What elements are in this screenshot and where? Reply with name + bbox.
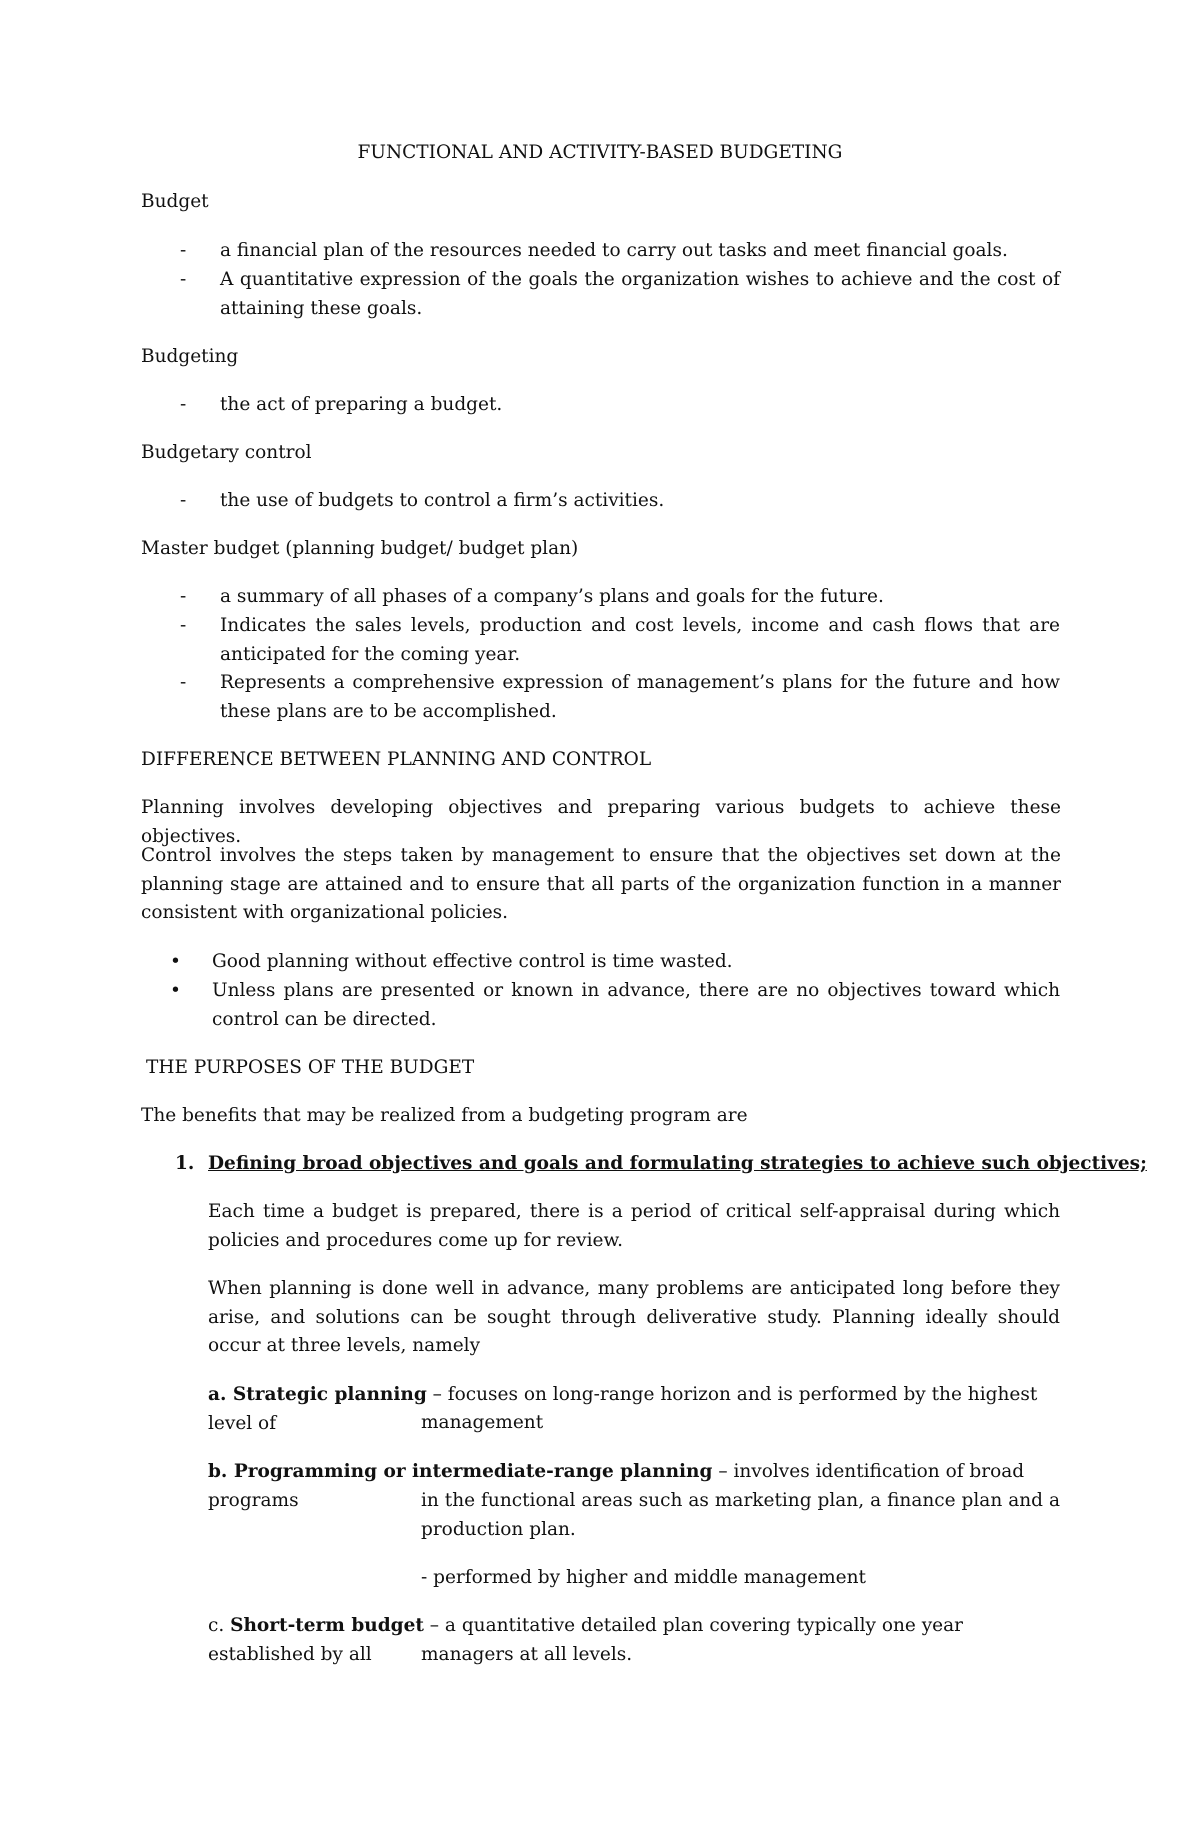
level-a-continuation: management xyxy=(421,1412,544,1433)
item-number: 1. xyxy=(175,1153,195,1174)
heading-budgetary-control: Budgetary control xyxy=(141,442,312,463)
level-b-text: involves identification of broad programs xyxy=(208,1461,1025,1511)
level-b-note: - performed by higher and middle management xyxy=(421,1567,866,1588)
paragraph-planning-levels: When planning is done well in advance, many problems are anticipated long before they arise, and solutions can be sought through deliverative study. Planning ideally should occur at three levels, namely xyxy=(208,1278,1060,1356)
level-c-prefix: c. xyxy=(208,1615,231,1636)
list-item-text: A quantitative expression of the goals the organization wishes to achieve and the cost of attaining these goals. xyxy=(220,269,1060,319)
item-title: Defining broad objectives and goals and formulating strategies to achieve such objectives; xyxy=(208,1153,1147,1174)
document-title: FUNCTIONAL AND ACTIVITY-BASED BUDGETING xyxy=(357,142,843,163)
list-item-text: Represents a comprehensive expression of management’s plans for the future and how these plans are to be accomplished. xyxy=(220,672,1060,722)
dash-marker: - xyxy=(180,394,187,415)
heading-difference: DIFFERENCE BETWEEN PLANNING AND CONTROL xyxy=(141,749,652,770)
level-a-dash: – xyxy=(426,1384,448,1405)
list-item-text: a summary of all phases of a company’s plans and goals for the future. xyxy=(220,586,884,607)
level-c-text: a quantitative detailed plan covering typically one year established by all xyxy=(208,1615,963,1665)
paragraph-control: Control involves the steps taken by management to ensure that the objectives set down at the planning stage are attained and to ensure that all parts of the organization function in a manner consistent with organizational policies. xyxy=(141,845,1061,923)
bullet-marker: • xyxy=(170,951,181,972)
level-b-label: b. Programming or intermediate-range planning xyxy=(208,1461,713,1482)
dash-marker: - xyxy=(180,490,187,511)
list-item-text: a financial plan of the resources needed to carry out tasks and meet financial goals. xyxy=(220,240,1008,261)
level-c-continuation: managers at all levels. xyxy=(421,1644,633,1665)
dash-marker: - xyxy=(180,615,187,636)
level-b-continuation: in the functional areas such as marketing plan, a finance plan and a production plan. xyxy=(421,1490,1060,1540)
paragraph-benefits-intro: The benefits that may be realized from a budgeting program are xyxy=(141,1105,748,1126)
heading-budget: Budget xyxy=(141,191,209,212)
paragraph-planning: Planning involves developing objectives and preparing various budgets to achieve these objectives. xyxy=(141,797,1061,847)
level-a-text: focuses on long-range horizon and is performed by the highest level of xyxy=(208,1384,1038,1434)
level-a-label: a. Strategic planning xyxy=(208,1384,427,1405)
bullet-text: Good planning without effective control is time wasted. xyxy=(212,951,733,972)
heading-master-budget: Master budget (planning budget/ budget plan) xyxy=(141,538,579,559)
dash-marker: - xyxy=(180,269,187,290)
list-item-text: Indicates the sales levels, production and cost levels, income and cash flows that are anticipated for the coming year. xyxy=(220,615,1060,665)
bullet-marker: • xyxy=(170,980,181,1001)
bullet-text: Unless plans are presented or known in advance, there are no objectives toward which control can be directed. xyxy=(212,980,1060,1030)
heading-budgeting: Budgeting xyxy=(141,346,239,367)
dash-marker: - xyxy=(180,240,187,261)
paragraph-self-appraisal: Each time a budget is prepared, there is a period of critical self-appraisal during which policies and procedures come up for review. xyxy=(208,1201,1060,1251)
dash-marker: - xyxy=(180,672,187,693)
dash-marker: - xyxy=(180,586,187,607)
heading-purposes: THE PURPOSES OF THE BUDGET xyxy=(146,1057,475,1078)
list-item-text: the act of preparing a budget. xyxy=(220,394,503,415)
level-c-dash: – xyxy=(423,1615,445,1636)
list-item-text: the use of budgets to control a firm’s activities. xyxy=(220,490,665,511)
level-b-dash: – xyxy=(712,1461,734,1482)
level-c-label: Short-term budget xyxy=(230,1615,424,1636)
